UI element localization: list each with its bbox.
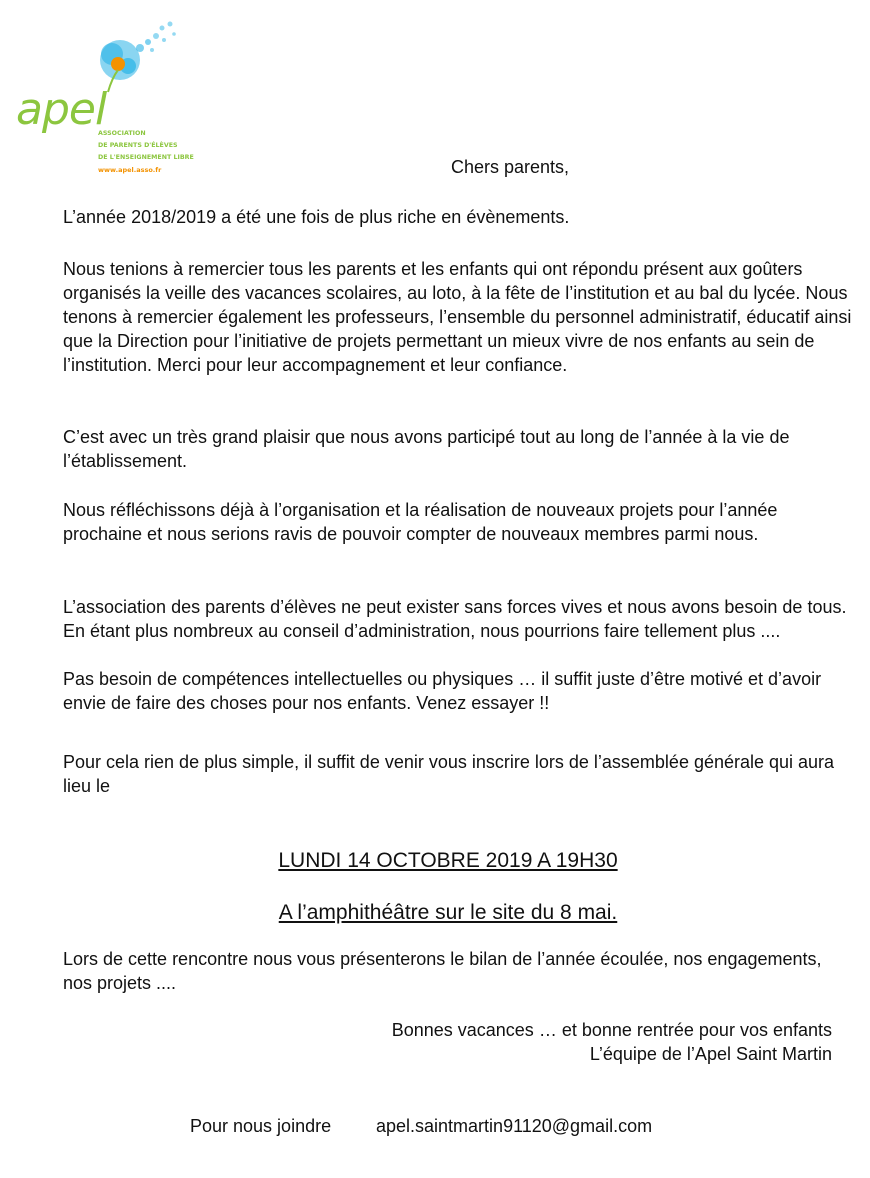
paragraph-thanks: Nous tenions à remercier tous les parents et les enfants qui ont répondu présent aux goûters organisés la veille des vacances scolaires, au loto, à la fête de l’institution et au bal du lycée. Nous tenons à remercier également les professeurs, l’ensemble du personnel administratif, éducatif ainsi que la Direction pour l’initiative de projets permettant un mieux vivre de nos enfants au sein de l’institution. Merci pour leur accompagnement et leur confiance. <box>63 259 852 375</box>
greeting: Chers parents, <box>451 157 570 177</box>
logo-wordmark: apel <box>16 84 107 135</box>
contact-email[interactable]: apel.saintmartin91120@gmail.com <box>376 1116 653 1136</box>
closing-signature: L’équipe de l’Apel Saint Martin <box>589 1044 832 1064</box>
event-date: LUNDI 14 OCTOBRE 2019 A 19H30 <box>278 849 618 872</box>
closing-wishes: Bonnes vacances … et bonne rentrée pour vos enfants <box>391 1020 832 1040</box>
dandelion-icon <box>12 14 202 94</box>
paragraph-projects: Nous réfléchissons déjà à l’organisation et la réalisation de nouveaux projets pour l’année prochaine et nous serions ravis de pouvoir compter de nouveaux membres parmi nous. <box>63 500 778 544</box>
apel-logo <box>12 14 202 184</box>
contact-label: Pour nous joindre <box>190 1116 332 1136</box>
paragraph-motivation: Pas besoin de compétences intellectuelles ou physiques … il suffit juste d’être motivé et d’avoir envie de faire des choses pour nos enfants. Venez essayer !! <box>63 669 822 713</box>
logo-url: www.apel.asso.fr <box>98 166 162 174</box>
event-place: A l’amphithéâtre sur le site du 8 mai. <box>278 901 618 924</box>
paragraph-meeting: Lors de cette rencontre nous vous présenterons le bilan de l’année écoulée, nos engagements, nos projets .... <box>63 949 822 993</box>
paragraph-association: L’association des parents d’élèves ne peut exister sans forces vives et nous avons besoin de tous. En étant plus nombreux au conseil d’administration, nous pourrions faire tellement plus .... <box>63 597 847 641</box>
paragraph-signup: Pour cela rien de plus simple, il suffit de venir vous inscrire lors de l’assemblée générale qui aura lieu le <box>63 752 835 796</box>
paragraph-pleasure: C’est avec un très grand plaisir que nous avons participé tout au long de l’année à la vie de l’établissement. <box>63 427 790 471</box>
paragraph-intro: L’année 2018/2019 a été une fois de plus riche en évènements. <box>63 207 570 227</box>
logo-subtitle: ASSOCIATION DE PARENTS D'ÉLÈVES DE L'ENSEIGNEMENT LIBRE <box>98 130 194 161</box>
